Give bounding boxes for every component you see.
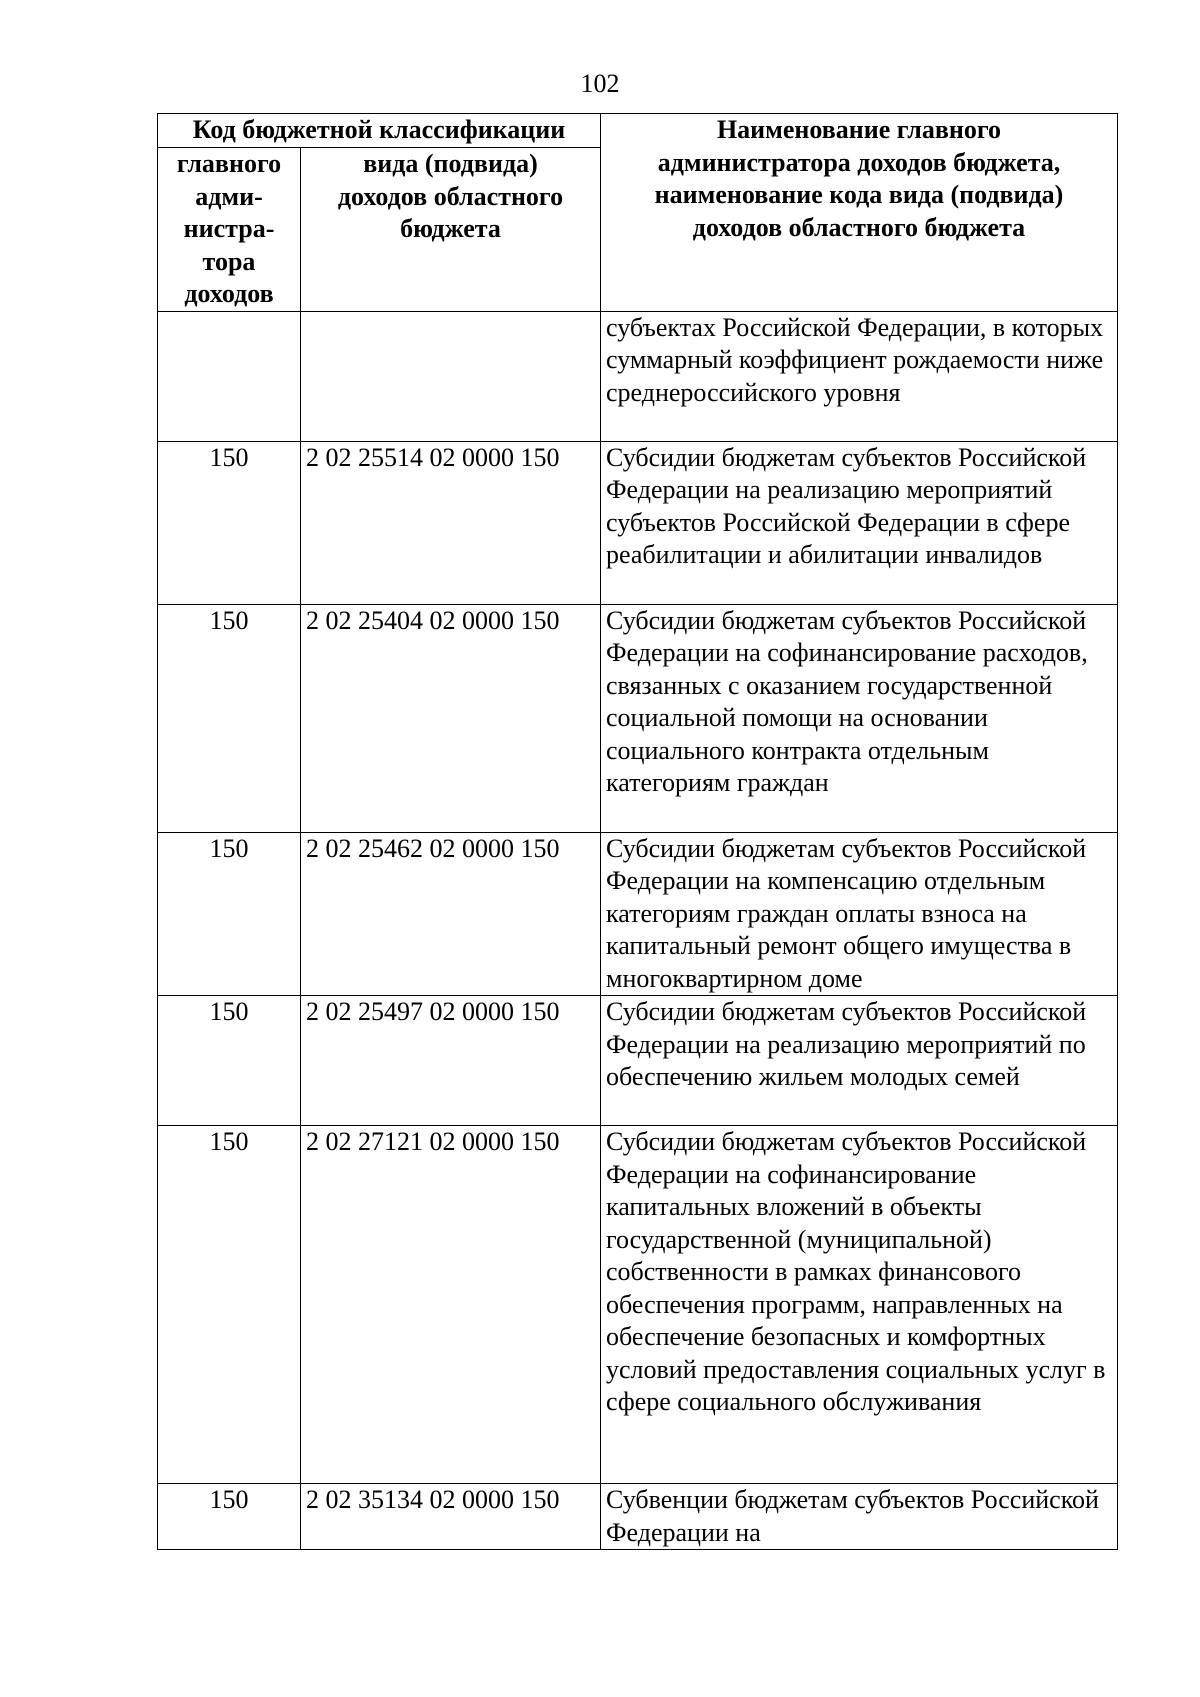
table-row bbox=[158, 1126, 1118, 1484]
header-admin-line: адми- bbox=[195, 181, 263, 211]
table-row bbox=[158, 996, 1118, 1126]
table-row bbox=[158, 832, 1118, 996]
cell-income-code: 2 02 25404 02 0000 150 bbox=[301, 604, 601, 832]
cell-admin-code: 150 bbox=[158, 1126, 301, 1484]
cell-income-name: Субсидии бюджетам субъектов Российской Федерации на софинансирование капитальных вложений в объекты государственной (муниципальной) собственности в рамках финансового обеспечения программ, направленных на обеспечение безопасных и комфортных условий предоставления социальных услуг в сфере социального обслуживания bbox=[601, 1126, 1118, 1484]
header-kind-line: бюджета bbox=[400, 214, 501, 243]
cell-admin-code: 150 bbox=[158, 441, 301, 604]
cell-income-code bbox=[301, 311, 601, 441]
header-admin-line: нистра- bbox=[183, 214, 275, 243]
header-name-line: наименование кода вида (подвида) bbox=[654, 180, 1064, 209]
cell-admin-code: 150 bbox=[158, 996, 301, 1126]
table-row bbox=[158, 311, 1118, 441]
header-kind-column bbox=[301, 148, 601, 312]
cell-admin-code: 150 bbox=[158, 1484, 301, 1550]
budget-classification-table bbox=[157, 113, 1118, 1550]
cell-income-name: Субсидии бюджетам субъектов Российской Федерации на софинансирование расходов, связанных с оказанием государственной социальной помощи на основании социального контракта отдельным категориям граждан bbox=[601, 604, 1118, 832]
header-budget-code-group: Код бюджетной классификации bbox=[158, 114, 601, 148]
header-name-line: доходов областного бюджета bbox=[692, 212, 1026, 242]
cell-income-code: 2 02 25514 02 0000 150 bbox=[301, 441, 601, 604]
header-name-line: администратора доходов бюджета, bbox=[657, 147, 1061, 177]
cell-income-code: 2 02 35134 02 0000 150 bbox=[301, 1484, 601, 1550]
page-number: 102 bbox=[580, 69, 620, 98]
table-row bbox=[158, 1484, 1118, 1550]
header-kind-line: доходов областного bbox=[337, 181, 564, 211]
table-row bbox=[158, 441, 1118, 604]
cell-admin-code bbox=[158, 311, 301, 441]
header-admin-column bbox=[158, 148, 301, 312]
cell-income-name: Субсидии бюджетам субъектов Российской Федерации на реализацию мероприятий по обеспечению жильем молодых семей bbox=[601, 996, 1118, 1126]
header-name-column bbox=[601, 114, 1118, 312]
header-name-line: Наименование главного bbox=[716, 115, 1002, 144]
cell-admin-code: 150 bbox=[158, 604, 301, 832]
header-admin-line: доходов bbox=[184, 279, 274, 308]
cell-income-name: субъектах Российской Федерации, в которых суммарный коэффициент рождаемости ниже среднероссийского уровня bbox=[601, 311, 1118, 441]
cell-income-code: 2 02 25462 02 0000 150 bbox=[301, 832, 601, 996]
cell-income-code: 2 02 25497 02 0000 150 bbox=[301, 996, 601, 1126]
cell-admin-code: 150 bbox=[158, 832, 301, 996]
table-row bbox=[158, 604, 1118, 832]
cell-income-name: Субсидии бюджетам субъектов Российской Федерации на реализацию мероприятий субъектов Российской Федерации в сфере реабилитации и абилитации инвалидов bbox=[601, 441, 1118, 604]
cell-income-code: 2 02 27121 02 0000 150 bbox=[301, 1126, 601, 1484]
cell-income-name: Субвенции бюджетам субъектов Российской Федерации на bbox=[601, 1484, 1118, 1550]
header-admin-line: главного bbox=[176, 149, 282, 178]
header-admin-line: тора bbox=[202, 246, 256, 276]
cell-income-name: Субсидии бюджетам субъектов Российской Федерации на компенсацию отдельным категориям граждан оплаты взноса на капитальный ремонт общего имущества в многоквартирном доме bbox=[601, 832, 1118, 996]
header-kind-line: вида (подвида) bbox=[363, 149, 538, 178]
